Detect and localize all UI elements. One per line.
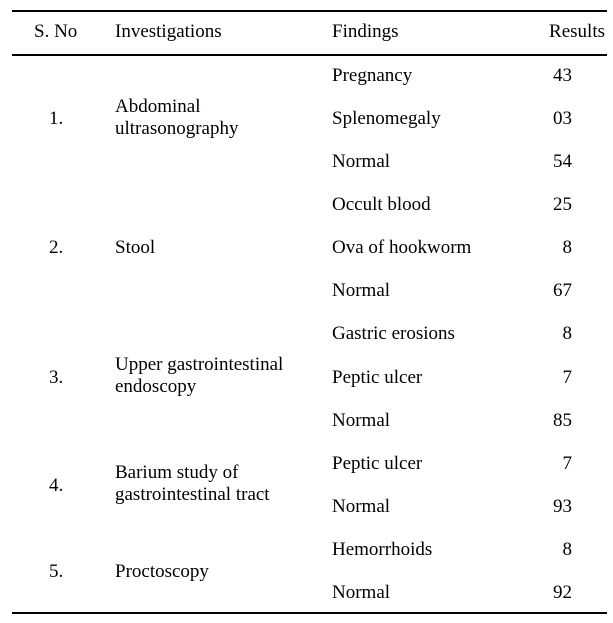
group-investigation: Stool (115, 237, 156, 258)
table-header-rule (12, 54, 607, 56)
result-cell: 85 (553, 410, 572, 431)
result-cell: 67 (553, 280, 572, 301)
group-sno: 4. (49, 475, 64, 496)
finding-cell: Ova of hookworm (332, 237, 472, 258)
group-sno: 2. (49, 237, 64, 258)
finding-cell: Normal (332, 582, 391, 603)
result-cell: 25 (553, 194, 572, 215)
finding-cell: Normal (332, 280, 391, 301)
finding-cell: Peptic ulcer (332, 453, 423, 474)
finding-cell: Peptic ulcer (332, 367, 423, 388)
finding-cell: Pregnancy (332, 65, 413, 86)
group-investigation: Proctoscopy (115, 561, 209, 582)
group-investigation: Barium study of gastrointestinal tract (115, 462, 270, 505)
result-cell: 43 (553, 65, 572, 86)
group-sno: 5. (49, 561, 64, 582)
table-top-rule (12, 10, 607, 12)
result-cell: 93 (553, 496, 572, 517)
group-investigation: Abdominal ultrasonography (115, 96, 239, 139)
group-sno: 3. (49, 367, 64, 388)
finding-cell: Occult blood (332, 194, 431, 215)
finding-cell: Hemorrhoids (332, 539, 433, 560)
group-sno: 1. (49, 108, 64, 129)
result-cell: 7 (562, 367, 572, 388)
result-cell: 54 (553, 151, 572, 172)
header-sno: S. No (34, 21, 78, 42)
result-cell: 8 (562, 323, 572, 344)
header-findings: Findings (332, 21, 399, 42)
group-investigation: Upper gastrointestinal endoscopy (115, 354, 284, 397)
result-cell: 8 (562, 237, 572, 258)
finding-cell: Normal (332, 151, 391, 172)
result-cell: 8 (562, 539, 572, 560)
header-results: Results (549, 21, 605, 42)
result-cell: 03 (553, 108, 572, 129)
finding-cell: Normal (332, 496, 391, 517)
header-investigations: Investigations (115, 21, 222, 42)
finding-cell: Splenomegaly (332, 108, 441, 129)
finding-cell: Gastric erosions (332, 323, 455, 344)
finding-cell: Normal (332, 410, 391, 431)
table-bottom-rule (12, 612, 607, 614)
result-cell: 7 (562, 453, 572, 474)
result-cell: 92 (553, 582, 572, 603)
